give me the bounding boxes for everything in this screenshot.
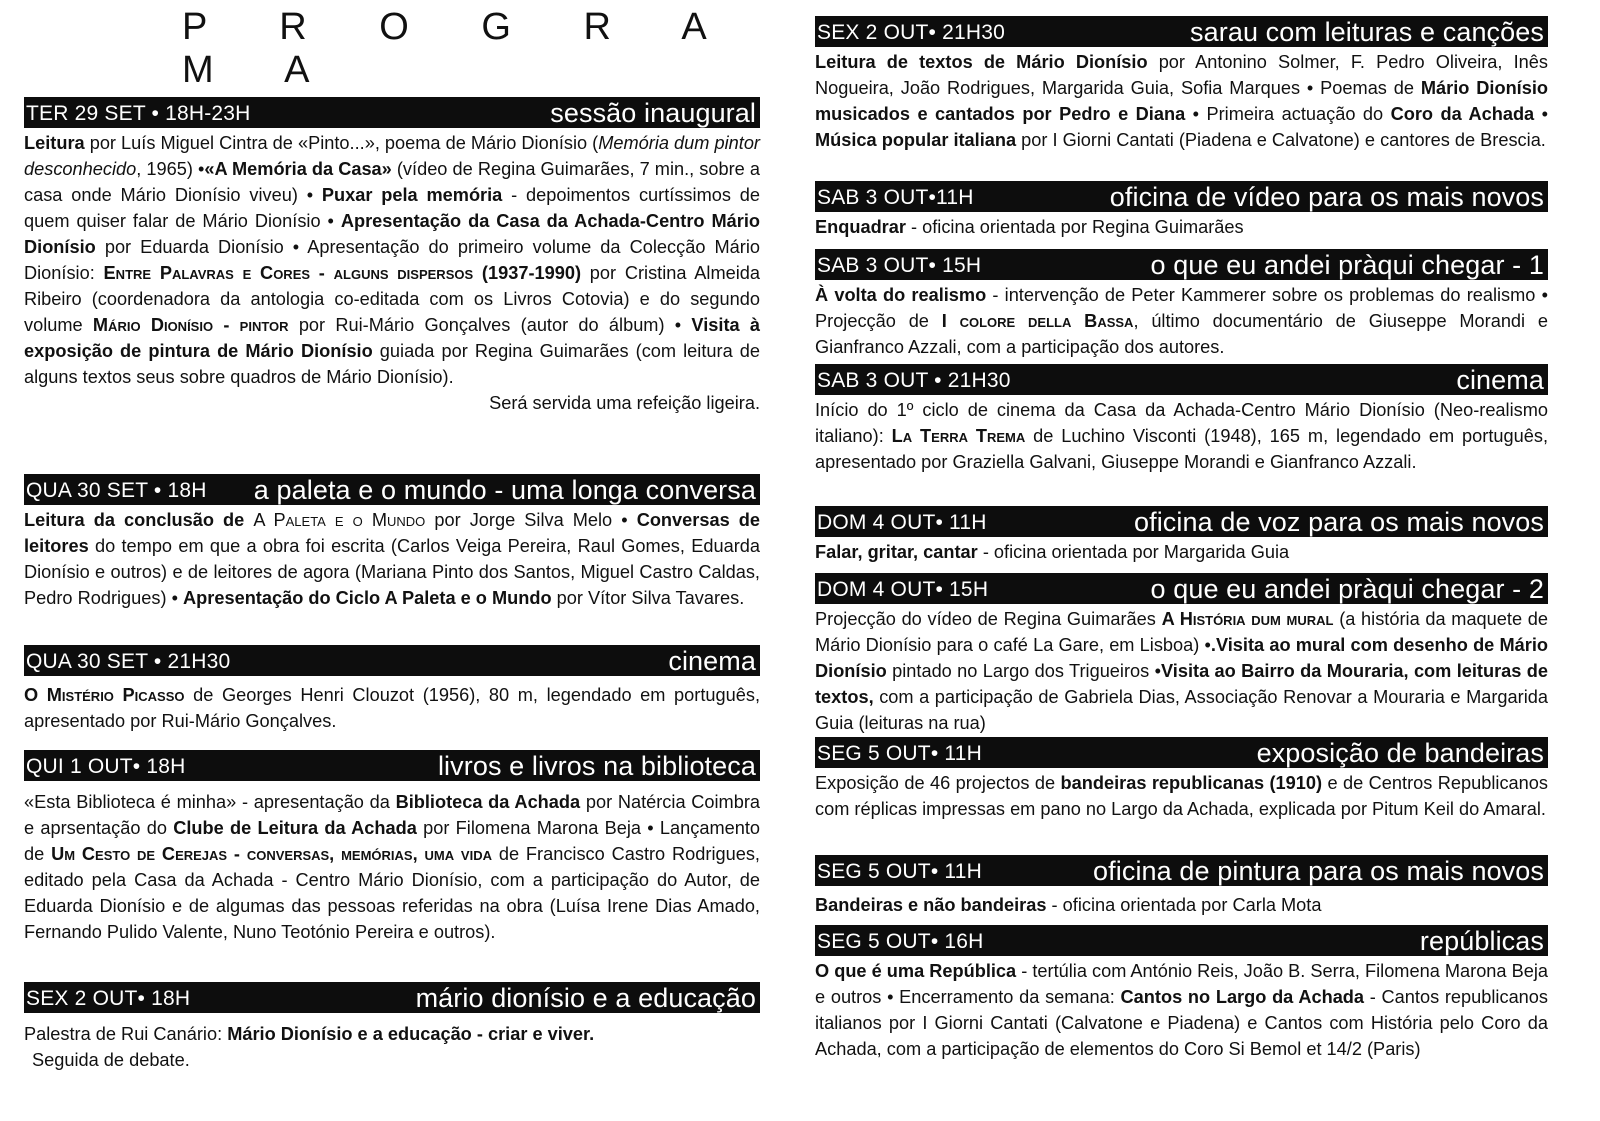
event-description: Início do 1º ciclo de cinema da Casa da Achada-Centro Mário Dionísio (Neo-realismo italiano): La Terra Trema de Luchino Visconti (1948), 165 m, legendado em português, apresentado por Graziella Galvani, Giuseppe Morandi e Gianfranco Azzali. <box>815 400 1548 472</box>
event-header <box>815 855 1548 886</box>
event-topic: oficina de vídeo para os mais novos <box>1109 182 1544 212</box>
event-date: TER 29 SET • 18H-23H <box>26 102 251 125</box>
event-ter-29-set <box>24 97 760 416</box>
event-topic: oficina de pintura para os mais novos <box>1093 856 1544 886</box>
event-date: DOM 4 OUT• 15H <box>817 578 989 601</box>
event-description: Exposição de 46 projectos de bandeiras republicanas (1910) e de Centros Republicanos com réplicas impressas em pano no Largo da Achada, explicada por Pitum Keil do Amaral. <box>815 773 1548 819</box>
event-header <box>815 506 1548 537</box>
event-header <box>24 982 760 1013</box>
event-description: Projecção do vídeo de Regina Guimarães A História dum mural (a história da maquete de Mário Dionísio para o café La Gare, em Lisboa) •.Visita ao mural com desenho de Mário Dionísio pintado no Largo dos Trigueiros •Visita ao Bairro da Mouraria, com leituras de textos, com a participação de Gabriela Dias, Associação Renovar a Mouraria e Margarida Guia (leituras na rua) <box>815 609 1549 733</box>
event-description: Falar, gritar, cantar - oficina orientada por Margarida Guia <box>815 542 1290 562</box>
event-topic: livros e livros na biblioteca <box>437 751 756 781</box>
event-sab-3-out-21h30 <box>815 364 1548 475</box>
event-date: SAB 3 OUT • 21H30 <box>817 369 1011 392</box>
event-qua-30-set-21h30 <box>24 645 760 734</box>
event-header <box>815 925 1548 956</box>
event-topic: cinema <box>668 646 756 676</box>
event-sex-2-out-18h <box>24 982 760 1073</box>
event-header <box>815 573 1548 604</box>
event-topic: sessão inaugural <box>550 98 756 128</box>
event-header <box>815 16 1548 47</box>
event-seg-5-out-16h <box>815 925 1548 1062</box>
event-dom-4-out-11h <box>815 506 1548 565</box>
event-description: Leitura da conclusão de A Paleta e o Mundo por Jorge Silva Melo • Conversas de leitores do tempo em que a obra foi escrita (Carlos Veiga Pereira, Raul Gomes, Eduarda Dionísio e outros) e de leitores de agora (Mariana Pinto dos Santos, Miguel Castro Caldas, Pedro Rodrigues) • Apresentação do Ciclo A Paleta e o Mundo por Vítor Silva Tavares. <box>24 510 760 608</box>
event-date: QUA 30 SET • 18H <box>26 479 207 502</box>
event-date: SAB 3 OUT• 15H <box>817 254 982 277</box>
event-note: Será servida uma refeição ligeira. <box>489 393 760 413</box>
event-topic: repúblicas <box>1419 926 1544 956</box>
event-seg-5-out-11h-bandeiras <box>815 737 1548 822</box>
page-title: P R O G R A M A <box>182 6 736 91</box>
event-dom-4-out-15h <box>815 573 1548 736</box>
event-header <box>24 97 760 128</box>
event-sex-2-out-21h30 <box>815 16 1548 153</box>
event-qui-1-out <box>24 750 760 945</box>
event-header <box>24 750 760 781</box>
event-description: Bandeiras e não bandeiras - oficina orientada por Carla Mota <box>815 895 1322 915</box>
event-description: Enquadrar - oficina orientada por Regina Guimarães <box>815 217 1244 237</box>
event-date: SEX 2 OUT• 21H30 <box>817 21 1005 44</box>
event-topic: o que eu andei pràqui chegar - 1 <box>1150 250 1544 280</box>
event-topic: cinema <box>1456 365 1544 395</box>
event-header <box>815 737 1548 768</box>
event-description: «Esta Biblioteca é minha» - apresentação da Biblioteca da Achada por Natércia Coimbra e aprsentação do Clube de Leitura da Achada por Filomena Marona Beja • Lançamento de Um Cesto de Cerejas - conversas, memórias, uma vida de Francisco Castro Rodrigues, editado pela Casa da Achada - Centro Mário Dionísio, com a participação do Autor, de Eduarda Dionísio e de algumas das pessoas referidas na obra (Luísa Irene Dias Amado, Fernando Pulido Valente, Nuno Teotónio Pereira e outros). <box>24 792 761 942</box>
event-header <box>24 645 760 676</box>
event-date: QUA 30 SET • 21H30 <box>26 650 231 673</box>
event-date: SEG 5 OUT• 11H <box>817 860 982 883</box>
event-topic: a paleta e o mundo - uma longa conversa <box>253 475 756 505</box>
event-header <box>815 364 1548 395</box>
event-date: SEG 5 OUT• 16H <box>817 930 984 953</box>
event-date: SEG 5 OUT• 11H <box>817 742 982 765</box>
event-seg-5-out-11h-pintura <box>815 855 1548 918</box>
event-description: Palestra de Rui Canário: Mário Dionísio e a educação - criar e viver. Seguida de debate. <box>24 1024 595 1070</box>
event-description: O que é uma República - tertúlia com António Reis, João B. Serra, Filomena Marona Beja e outros • Encerramento da semana: Cantos no Largo da Achada - Cantos republicanos italianos por I Giorni Cantati (Calvatone e Piadena) e Cantos com História pelo Coro da Achada, com a participação de elementos do Coro Si Bemol et 14/2 (Paris) <box>815 961 1549 1059</box>
event-qua-30-set-18h <box>24 474 760 611</box>
event-topic: mário dionísio e a educação <box>415 983 756 1013</box>
event-topic: sarau com leituras e canções <box>1190 17 1544 47</box>
event-topic: exposição de bandeiras <box>1256 738 1544 768</box>
event-description: À volta do realismo - intervenção de Peter Kammerer sobre os problemas do realismo • Projecção de I colore della Bassa, último documentário de Giuseppe Morandi e Gianfranco Azzali, com a participação dos autores. <box>815 285 1549 357</box>
event-date: QUI 1 OUT• 18H <box>26 755 186 778</box>
event-header <box>24 474 760 505</box>
event-topic: o que eu andei pràqui chegar - 2 <box>1150 574 1544 604</box>
event-sab-3-out-11h <box>815 181 1548 240</box>
event-date: SAB 3 OUT•11H <box>817 186 974 209</box>
event-topic: oficina de voz para os mais novos <box>1133 507 1544 537</box>
event-sab-3-out-15h <box>815 249 1548 360</box>
event-header <box>815 249 1548 280</box>
event-date: DOM 4 OUT• 11H <box>817 511 987 534</box>
event-date: SEX 2 OUT• 18H <box>26 987 191 1010</box>
event-header <box>815 181 1548 212</box>
event-description: Leitura de textos de Mário Dionísio por Antonino Solmer, F. Pedro Oliveira, Inês Nogueira, João Rodrigues, Margarida Guia, Sofia Marques • Poemas de Mário Dionísio musicados e cantados por Pedro e Diana • Primeira actuação do Coro da Achada • Música popular italiana por I Giorni Cantati (Piadena e Calvatone) e cantores de Brescia. <box>815 52 1549 150</box>
event-description: Leitura por Luís Miguel Cintra de «Pinto...», poema de Mário Dionísio (Memória dum pintor desconhecido, 1965) •«A Memória da Casa» (vídeo de Regina Guimarães, 7 min., sobre a casa onde Mário Dionísio viveu) • Puxar pela memória - depoimentos curtíssimos de quem quiser falar de Mário Dionísio • Apresentação da Casa da Achada-Centro Mário Dionísio por Eduarda Dionísio • Apresentação do primeiro volume da Colecção Mário Dionísio: Entre Palavras e Cores - alguns dispersos (1937-1990) por Cristina Almeida Ribeiro (coordenadora da antologia co-editada com os Livros Cotovia) e do segundo volume Mário Dionísio - pintor por Rui-Mário Gonçalves (autor do álbum) • Visita à exposição de pintura de Mário Dionísio guiada por Regina Guimarães (com leitura de alguns textos seus sobre quadros de Mário Dionísio). <box>24 133 760 387</box>
event-description: O Mistério Picasso de Georges Henri Clouzot (1956), 80 m, legendado em português, apresentado por Rui-Mário Gonçalves. <box>24 685 760 731</box>
